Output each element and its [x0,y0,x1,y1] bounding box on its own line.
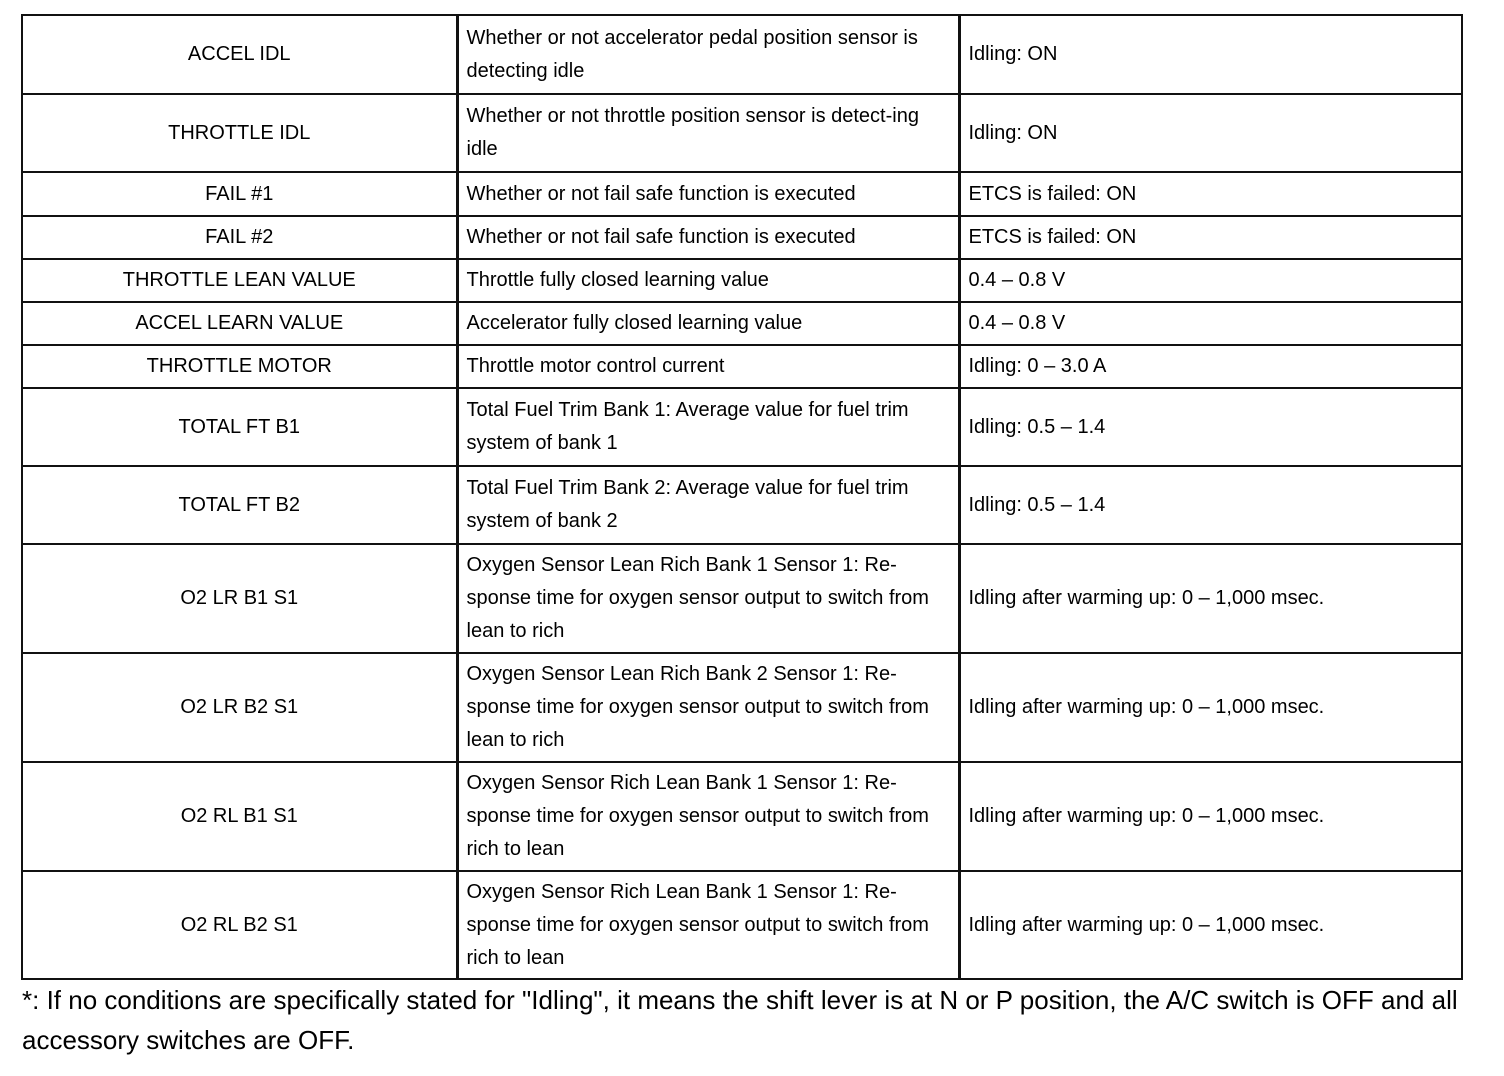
table-row [22,172,1462,216]
description-cell: Oxygen Sensor Lean Rich Bank 2 Sensor 1: Re-sponse time for oxygen sensor output to switch from lean to rich [457,653,959,762]
normal-condition-cell: Idling: ON [959,15,1462,94]
description-cell: Accelerator fully closed learning value [457,302,959,345]
item-cell: THROTTLE MOTOR [22,345,457,388]
normal-condition-cell: Idling after warming up: 0 – 1,000 msec. [959,544,1462,653]
table-row [22,345,1462,388]
item-cell: O2 RL B2 S1 [22,871,457,979]
item-cell: O2 LR B2 S1 [22,653,457,762]
description-cell: Whether or not fail safe function is executed [457,216,959,259]
description-cell: Total Fuel Trim Bank 2: Average value for fuel trim system of bank 2 [457,466,959,544]
table-row [22,15,1462,94]
table-row [22,762,1462,871]
item-cell: TOTAL FT B1 [22,388,457,466]
description-cell: Throttle motor control current [457,345,959,388]
table-row [22,653,1462,762]
table-row [22,388,1462,466]
footnote: *: If no conditions are specifically stated for "Idling", it means the shift lever is at N or P position, the A/C switch is OFF and all accessory switches are OFF. [22,985,1458,1055]
normal-condition-cell: Idling after warming up: 0 – 1,000 msec. [959,762,1462,871]
normal-condition-cell: Idling: ON [959,94,1462,172]
normal-condition-cell: Idling: 0 – 3.0 A [959,345,1462,388]
table-row [22,871,1462,979]
table-row [22,259,1462,302]
data-list-table [21,14,1463,980]
description-cell: Whether or not accelerator pedal position sensor is detecting idle [457,15,959,94]
normal-condition-cell: 0.4 – 0.8 V [959,302,1462,345]
item-cell: FAIL #1 [22,172,457,216]
table-row [22,94,1462,172]
table-row [22,466,1462,544]
description-cell: Total Fuel Trim Bank 1: Average value for fuel trim system of bank 1 [457,388,959,466]
description-cell: Oxygen Sensor Rich Lean Bank 1 Sensor 1: Re-sponse time for oxygen sensor output to switch from rich to lean [457,871,959,979]
item-cell: O2 RL B1 S1 [22,762,457,871]
normal-condition-cell: Idling: 0.5 – 1.4 [959,388,1462,466]
normal-condition-cell: Idling after warming up: 0 – 1,000 msec. [959,871,1462,979]
normal-condition-cell: 0.4 – 0.8 V [959,259,1462,302]
normal-condition-cell: Idling: 0.5 – 1.4 [959,466,1462,544]
item-cell: TOTAL FT B2 [22,466,457,544]
description-cell: Throttle fully closed learning value [457,259,959,302]
item-cell: ACCEL IDL [22,15,457,94]
item-cell: THROTTLE LEAN VALUE [22,259,457,302]
table-row [22,544,1462,653]
description-cell: Whether or not throttle position sensor is detect-ing idle [457,94,959,172]
item-cell: ACCEL LEARN VALUE [22,302,457,345]
description-cell: Oxygen Sensor Lean Rich Bank 1 Sensor 1: Re-sponse time for oxygen sensor output to switch from lean to rich [457,544,959,653]
normal-condition-cell: Idling after warming up: 0 – 1,000 msec. [959,653,1462,762]
item-cell: THROTTLE IDL [22,94,457,172]
normal-condition-cell: ETCS is failed: ON [959,216,1462,259]
description-cell: Whether or not fail safe function is executed [457,172,959,216]
table-row [22,302,1462,345]
item-cell: O2 LR B1 S1 [22,544,457,653]
normal-condition-cell: ETCS is failed: ON [959,172,1462,216]
description-cell: Oxygen Sensor Rich Lean Bank 1 Sensor 1: Re-sponse time for oxygen sensor output to switch from rich to lean [457,762,959,871]
table-row [22,216,1462,259]
item-cell: FAIL #2 [22,216,457,259]
